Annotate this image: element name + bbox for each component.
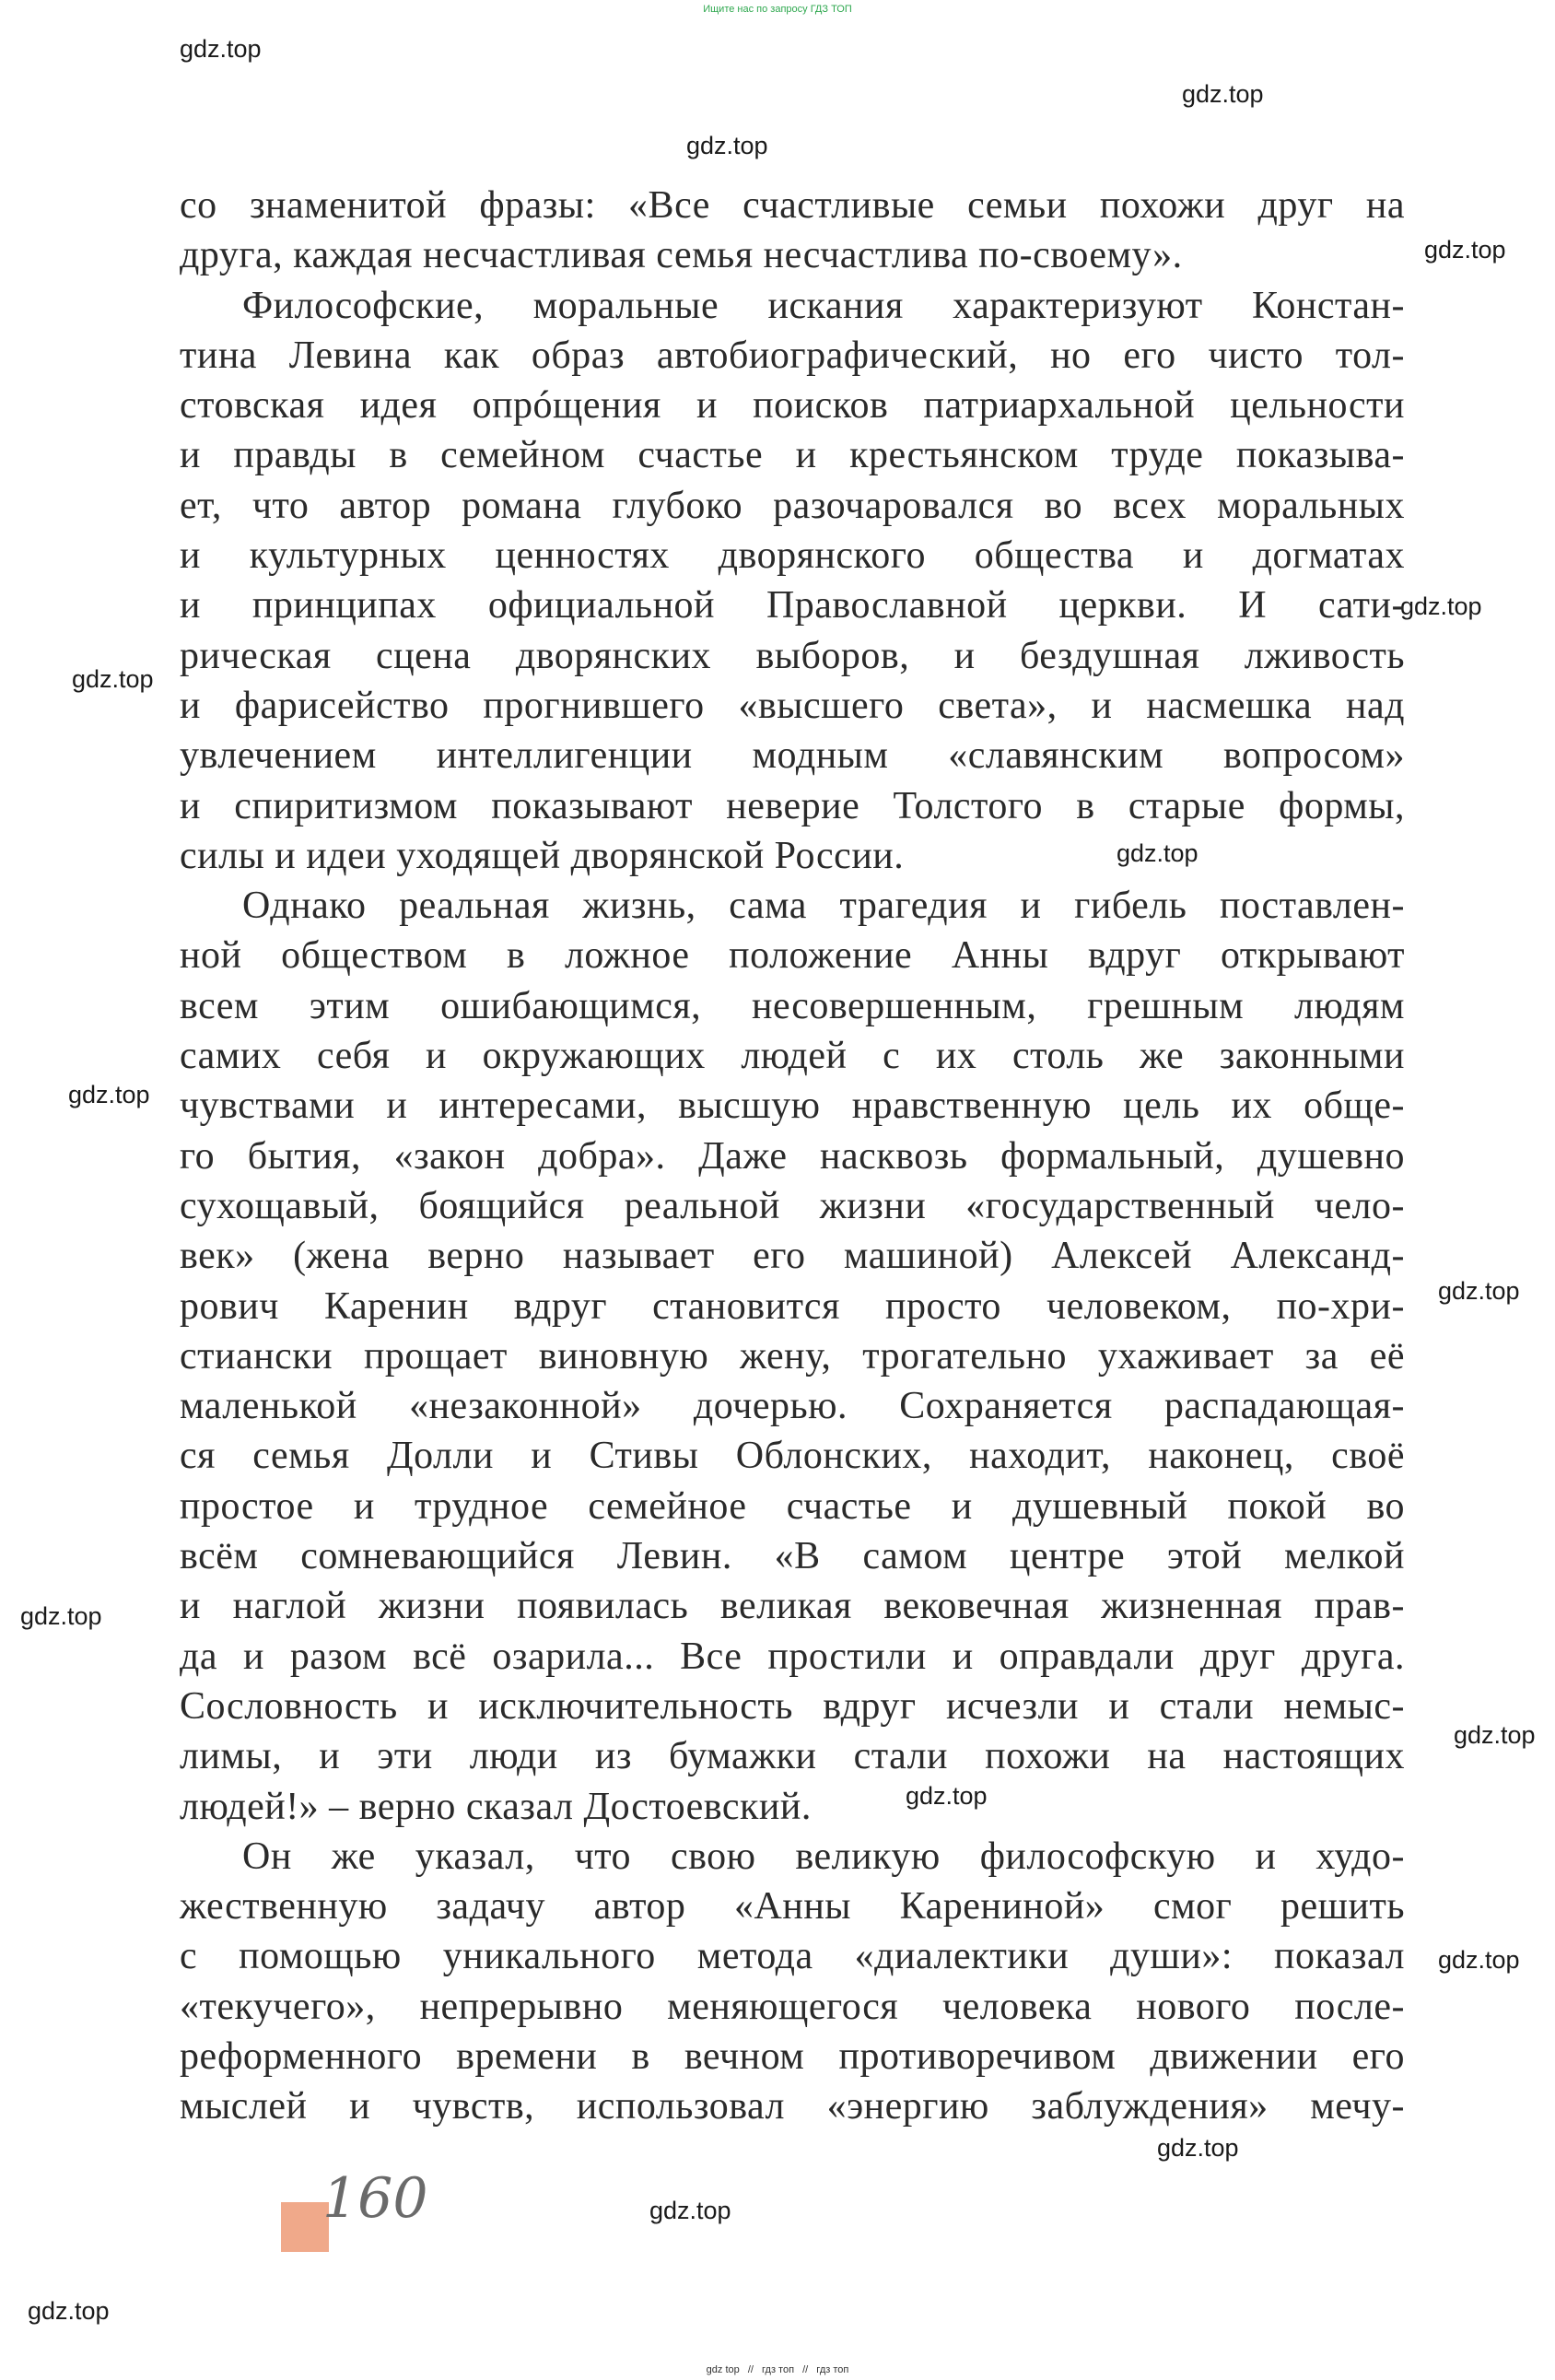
text-line: го бытия, «закон добра». Даже насквозь формальный, душевно	[180, 1134, 1405, 1178]
footer-link[interactable]: гдз топ	[816, 2364, 849, 2375]
text-line: с помощью уникального метода «диалектики души»: показал	[180, 1935, 1405, 1978]
text-line: тина Левина как образ автобиографический, но его чисто тол-	[180, 334, 1405, 377]
watermark: gdz.top	[906, 1782, 988, 1810]
watermark: gdz.top	[686, 132, 768, 159]
text-line: и правды в семейном счастье и крестьянском труде показыва-	[180, 434, 1405, 477]
text-line: реформенного времени в вечном противоречивом движении его	[180, 2034, 1405, 2078]
text-line: друга, каждая несчастливая семья несчастлива по-своему».	[180, 234, 1183, 277]
text-line: и фарисейство прогнившего «высшего света», и насмешка над	[180, 684, 1405, 727]
text-line: рович Каренин вдруг становится просто человеком, по-хри-	[180, 1284, 1405, 1328]
text-line: сухощавый, боящийся реальной жизни «государственный чело-	[180, 1184, 1405, 1227]
text-line: чувствами и интересами, высшую нравственную цель их обще-	[180, 1084, 1405, 1128]
text-line: простое и трудное семейное счастье и душевный покой во	[180, 1484, 1405, 1528]
text-line: ся семья Долли и Стивы Облонских, находит, наконец, своё	[180, 1435, 1405, 1478]
text-line: самих себя и окружающих людей с их столь же законными	[180, 1035, 1405, 1078]
text-line: мыслей и чувств, использовал «энергию заблуждения» мечу-	[180, 2085, 1405, 2128]
text-line: Он же указал, что свою великую философскую и худо-	[242, 1835, 1405, 1878]
text-line: Сословность и исключительность вдруг исчезли и стали немыс-	[180, 1684, 1405, 1728]
text-line: маленькой «незаконной» дочерью. Сохраняется распадающая-	[180, 1385, 1405, 1428]
watermark: gdz.top	[1157, 2134, 1239, 2162]
text-line: жественную задачу автор «Анны Карениной» смог решить	[180, 1885, 1405, 1929]
text-line: увлечением интеллигенции модным «славянским вопросом»	[180, 734, 1405, 778]
footer-links	[0, 2364, 1555, 2375]
watermark: gdz.top	[1400, 592, 1482, 620]
text-line: стовская идея опрóщения и поисков патриархальной цельности	[180, 384, 1405, 428]
watermark: gdz.top	[1438, 1277, 1520, 1305]
footer-link[interactable]: гдз топ	[762, 2364, 795, 2375]
text-line: всем этим ошибающимся, несовершенным, грешным людям	[180, 984, 1405, 1027]
watermark: gdz.top	[1424, 236, 1506, 264]
watermark: gdz.top	[68, 1081, 150, 1108]
text-line: людей!» – верно сказал Достоевский.	[180, 1785, 812, 1828]
watermark: gdz.top	[20, 1602, 102, 1630]
text-line: силы и идеи уходящей дворянской России.	[180, 834, 905, 877]
text-line: и наглой жизни появилась великая вековечная жизненная прав-	[180, 1585, 1405, 1628]
watermark: gdz.top	[1454, 1721, 1536, 1749]
text-line: и спиритизмом показывают неверие Толстого в старые формы,	[180, 784, 1405, 827]
footer-separator: //	[747, 2364, 754, 2375]
watermark: gdz.top	[72, 665, 154, 693]
text-line: Однако реальная жизнь, сама трагедия и гибель поставлен-	[242, 885, 1405, 928]
watermark: gdz.top	[1117, 839, 1198, 867]
text-line: ной обществом в ложное положение Анны вдруг открывают	[180, 934, 1405, 978]
footer-separator: //	[802, 2364, 809, 2375]
text-line: и культурных ценностях дворянского общества и догматах	[180, 534, 1405, 578]
text-line: век» (жена верно называет его машиной) Алексей Александ-	[180, 1235, 1405, 1278]
watermark: gdz.top	[1182, 80, 1264, 108]
text-line: со знаменитой фразы: «Все счастливые семьи похожи друг на	[180, 184, 1405, 227]
footer-link[interactable]: gdz top	[706, 2364, 740, 2375]
text-line: всём сомневающийся Левин. «В самом центре этой мелкой	[180, 1535, 1405, 1578]
page-number: 160	[322, 2166, 428, 2231]
page-body-text	[180, 181, 1405, 2132]
watermark: gdz.top	[1438, 1946, 1520, 1974]
text-line: ет, что автор романа глубоко разочаровался во всех моральных	[180, 484, 1405, 527]
text-line: «текучего», непрерывно меняющегося человека нового после-	[180, 1985, 1405, 2028]
text-line: да и разом всё озарила... Все простили и оправдали друг друга.	[180, 1635, 1405, 1678]
text-line: Философские, моральные искания характеризуют Констан-	[242, 284, 1405, 327]
text-line: стиански прощает виновную жену, трогательно ухаживает за её	[180, 1334, 1405, 1378]
text-line: лимы, и эти люди из бумажки стали похожи на настоящих	[180, 1735, 1405, 1778]
text-line: и принципах официальной Православной церкви. И сати-	[180, 584, 1405, 627]
top-search-notice: Ищите нас по запросу ГДЗ ТОП	[703, 4, 852, 15]
text-line: рическая сцена дворянских выборов, и бездушная лживость	[180, 634, 1405, 677]
watermark: gdz.top	[28, 2297, 110, 2325]
watermark: gdz.top	[649, 2197, 731, 2224]
watermark: gdz.top	[180, 35, 262, 63]
